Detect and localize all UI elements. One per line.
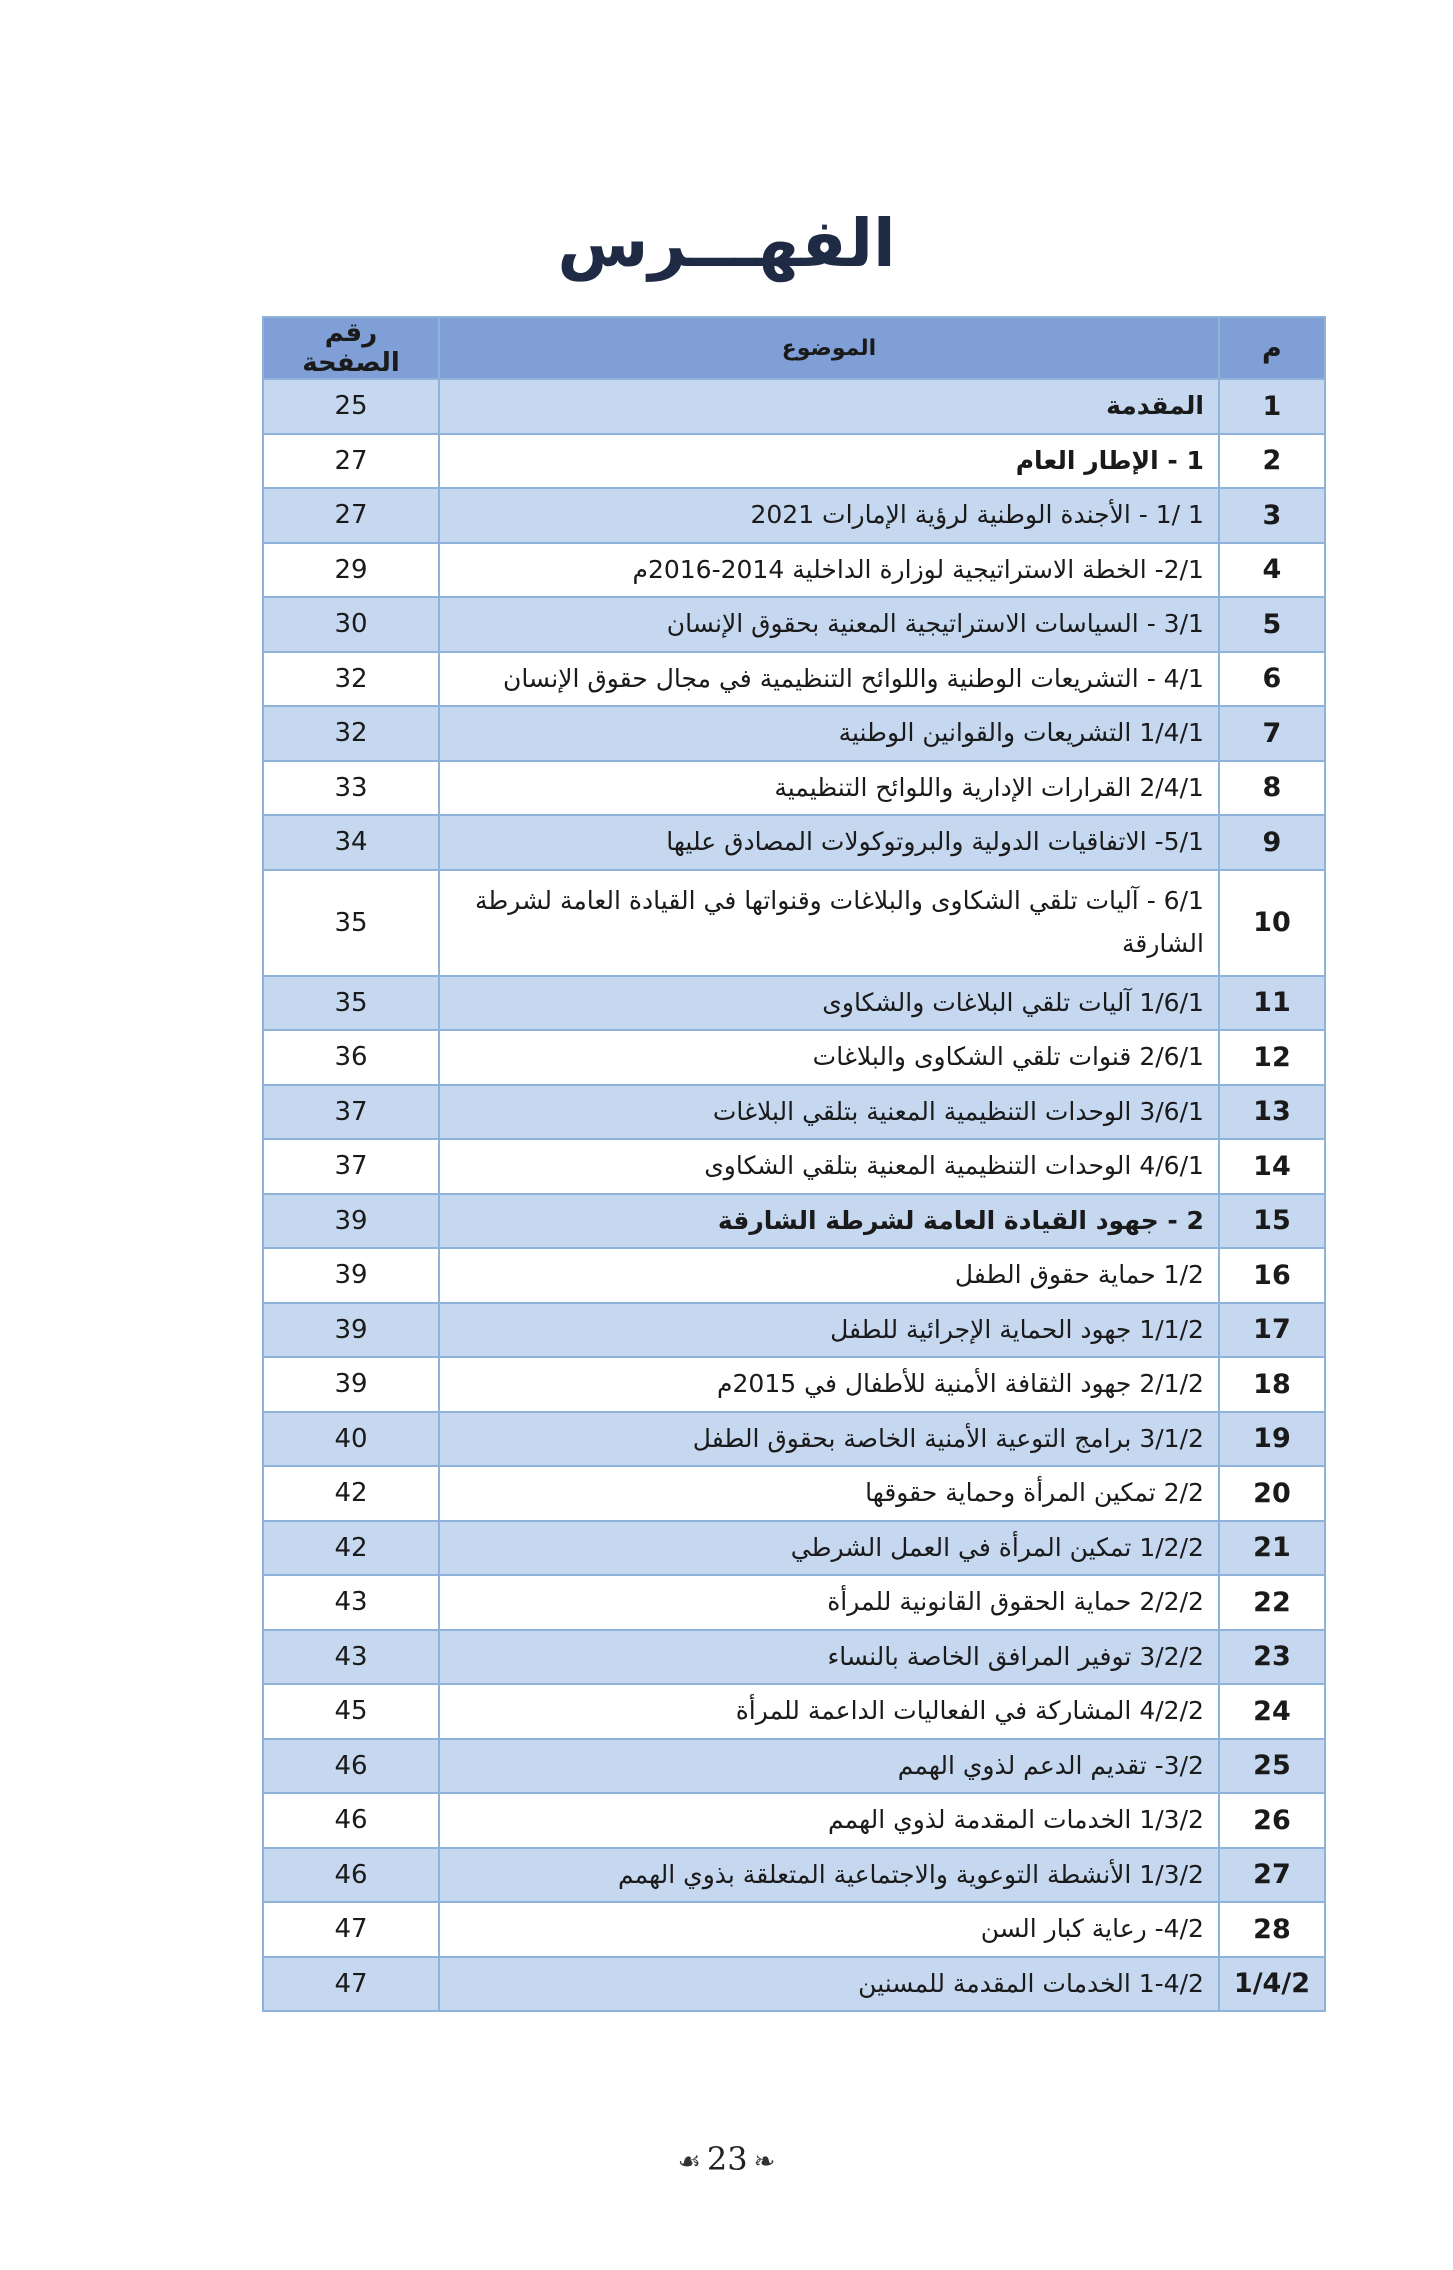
table-row — [263, 543, 1325, 598]
header-page: رقم الصفحة — [263, 317, 439, 379]
row-page: 34 — [263, 815, 439, 870]
table-row — [263, 761, 1325, 816]
row-number: 15 — [1219, 1194, 1325, 1249]
row-topic: 4/6/1 الوحدات التنظيمية المعنية بتلقي الشكاوى — [439, 1139, 1219, 1194]
row-page: 35 — [263, 976, 439, 1031]
row-number: 19 — [1219, 1412, 1325, 1467]
row-number: 26 — [1219, 1793, 1325, 1848]
row-topic: 1/3/2 الأنشطة التوعوية والاجتماعية المتعلقة بذوي الهمم — [439, 1848, 1219, 1903]
row-page: 46 — [263, 1848, 439, 1903]
row-topic: 3/1/2 برامج التوعية الأمنية الخاصة بحقوق الطفل — [439, 1412, 1219, 1467]
row-number: 2 — [1219, 434, 1325, 489]
row-topic: 4/1 - التشريعات الوطنية واللوائح التنظيمية في مجال حقوق الإنسان — [439, 652, 1219, 707]
row-number: 9 — [1219, 815, 1325, 870]
row-topic: 1 - الإطار العام — [439, 434, 1219, 489]
table-header-row — [263, 317, 1325, 379]
row-topic: 1/1/2 جهود الحماية الإجرائية للطفل — [439, 1303, 1219, 1358]
table-row — [263, 1521, 1325, 1576]
row-topic: 2/6/1 قنوات تلقي الشكاوى والبلاغات — [439, 1030, 1219, 1085]
ornament-right-icon: ❧ — [753, 2147, 776, 2177]
row-topic: 1-4/2 الخدمات المقدمة للمسنين — [439, 1957, 1219, 2012]
row-page: 46 — [263, 1739, 439, 1794]
table-row — [263, 1030, 1325, 1085]
row-topic: 1 /1 - الأجندة الوطنية لرؤية الإمارات 2021 — [439, 488, 1219, 543]
table-row — [263, 1466, 1325, 1521]
header-num: م — [1219, 317, 1325, 379]
row-topic: المقدمة — [439, 379, 1219, 434]
row-page: 37 — [263, 1085, 439, 1140]
row-number: 25 — [1219, 1739, 1325, 1794]
row-page: 39 — [263, 1303, 439, 1358]
row-number: 3 — [1219, 488, 1325, 543]
table-row — [263, 1848, 1325, 1903]
row-number: 21 — [1219, 1521, 1325, 1576]
table-row — [263, 1575, 1325, 1630]
table-row — [263, 815, 1325, 870]
table-row — [263, 1630, 1325, 1685]
table-row — [263, 597, 1325, 652]
row-topic: 2/2/2 حماية الحقوق القانونية للمرأة — [439, 1575, 1219, 1630]
row-number: 10 — [1219, 870, 1325, 976]
table-row — [263, 652, 1325, 707]
row-topic: 4/2/2 المشاركة في الفعاليات الداعمة للمرأة — [439, 1684, 1219, 1739]
row-number: 1/4/2 — [1219, 1957, 1325, 2012]
row-topic: 1/6/1 آليات تلقي البلاغات والشكاوى — [439, 976, 1219, 1031]
row-page: 29 — [263, 543, 439, 598]
row-topic: 3/2/2 توفير المرافق الخاصة بالنساء — [439, 1630, 1219, 1685]
table-row — [263, 1793, 1325, 1848]
ornament-left-icon: ☙ — [677, 2147, 701, 2177]
row-number: 18 — [1219, 1357, 1325, 1412]
row-page: 46 — [263, 1793, 439, 1848]
table-row — [263, 434, 1325, 489]
row-number: 11 — [1219, 976, 1325, 1031]
table-row — [263, 1139, 1325, 1194]
row-number: 13 — [1219, 1085, 1325, 1140]
row-page: 43 — [263, 1575, 439, 1630]
row-topic: 6/1 - آليات تلقي الشكاوى والبلاغات وقنواتها في القيادة العامة لشرطة الشارقة — [439, 870, 1219, 976]
row-page: 32 — [263, 652, 439, 707]
row-page: 42 — [263, 1521, 439, 1576]
row-topic: 1/3/2 الخدمات المقدمة لذوي الهمم — [439, 1793, 1219, 1848]
row-topic: 2/2 تمكين المرأة وحماية حقوقها — [439, 1466, 1219, 1521]
page-number-value: 23 — [706, 2140, 748, 2178]
row-number: 4 — [1219, 543, 1325, 598]
table-row — [263, 1684, 1325, 1739]
row-number: 5 — [1219, 597, 1325, 652]
row-number: 23 — [1219, 1630, 1325, 1685]
row-number: 28 — [1219, 1902, 1325, 1957]
row-topic: 2/1- الخطة الاستراتيجية لوزارة الداخلية 2014-2016م — [439, 543, 1219, 598]
row-topic: 3/6/1 الوحدات التنظيمية المعنية بتلقي البلاغات — [439, 1085, 1219, 1140]
table-row — [263, 379, 1325, 434]
row-page: 39 — [263, 1248, 439, 1303]
row-number: 8 — [1219, 761, 1325, 816]
row-page: 42 — [263, 1466, 439, 1521]
row-topic: 2/1/2 جهود الثقافة الأمنية للأطفال في 2015م — [439, 1357, 1219, 1412]
table-row — [263, 1357, 1325, 1412]
table-row — [263, 1412, 1325, 1467]
row-topic: 3/1 - السياسات الاستراتيجية المعنية بحقوق الإنسان — [439, 597, 1219, 652]
row-number: 14 — [1219, 1139, 1325, 1194]
table-row — [263, 1248, 1325, 1303]
row-page: 40 — [263, 1412, 439, 1467]
row-page: 27 — [263, 434, 439, 489]
row-page: 36 — [263, 1030, 439, 1085]
row-number: 6 — [1219, 652, 1325, 707]
row-number: 16 — [1219, 1248, 1325, 1303]
table-row — [263, 488, 1325, 543]
row-number: 20 — [1219, 1466, 1325, 1521]
row-page: 32 — [263, 706, 439, 761]
table-row — [263, 976, 1325, 1031]
row-page: 43 — [263, 1630, 439, 1685]
row-topic: 3/2- تقديم الدعم لذوي الهمم — [439, 1739, 1219, 1794]
row-page: 30 — [263, 597, 439, 652]
row-page: 33 — [263, 761, 439, 816]
header-topic: الموضوع — [439, 317, 1219, 379]
toc-table — [262, 316, 1326, 2012]
row-number: 22 — [1219, 1575, 1325, 1630]
row-number: 27 — [1219, 1848, 1325, 1903]
row-number: 1 — [1219, 379, 1325, 434]
row-topic: 1/2 حماية حقوق الطفل — [439, 1248, 1219, 1303]
row-page: 25 — [263, 379, 439, 434]
row-topic: 4/2- رعاية كبار السن — [439, 1902, 1219, 1957]
row-topic: 2 - جهود القيادة العامة لشرطة الشارقة — [439, 1194, 1219, 1249]
row-page: 35 — [263, 870, 439, 976]
row-page: 39 — [263, 1357, 439, 1412]
table-row — [263, 870, 1325, 976]
table-row — [263, 1902, 1325, 1957]
row-topic: 5/1- الاتفاقيات الدولية والبروتوكولات المصادق عليها — [439, 815, 1219, 870]
row-number: 12 — [1219, 1030, 1325, 1085]
page-title: الفهـــرس — [557, 205, 896, 282]
table-row — [263, 1303, 1325, 1358]
table-row — [263, 706, 1325, 761]
toc-body — [263, 379, 1325, 2011]
table-row — [263, 1194, 1325, 1249]
page-number — [0, 2140, 1453, 2178]
row-number: 17 — [1219, 1303, 1325, 1358]
table-row — [263, 1085, 1325, 1140]
row-topic: 2/4/1 القرارات الإدارية واللوائح التنظيمية — [439, 761, 1219, 816]
row-number: 24 — [1219, 1684, 1325, 1739]
row-number: 7 — [1219, 706, 1325, 761]
row-page: 45 — [263, 1684, 439, 1739]
row-topic: 1/2/2 تمكين المرأة في العمل الشرطي — [439, 1521, 1219, 1576]
table-row — [263, 1957, 1325, 2012]
row-page: 47 — [263, 1957, 439, 2012]
row-page: 47 — [263, 1902, 439, 1957]
row-page: 27 — [263, 488, 439, 543]
row-page: 39 — [263, 1194, 439, 1249]
table-row — [263, 1739, 1325, 1794]
row-topic: 1/4/1 التشريعات والقوانين الوطنية — [439, 706, 1219, 761]
row-page: 37 — [263, 1139, 439, 1194]
